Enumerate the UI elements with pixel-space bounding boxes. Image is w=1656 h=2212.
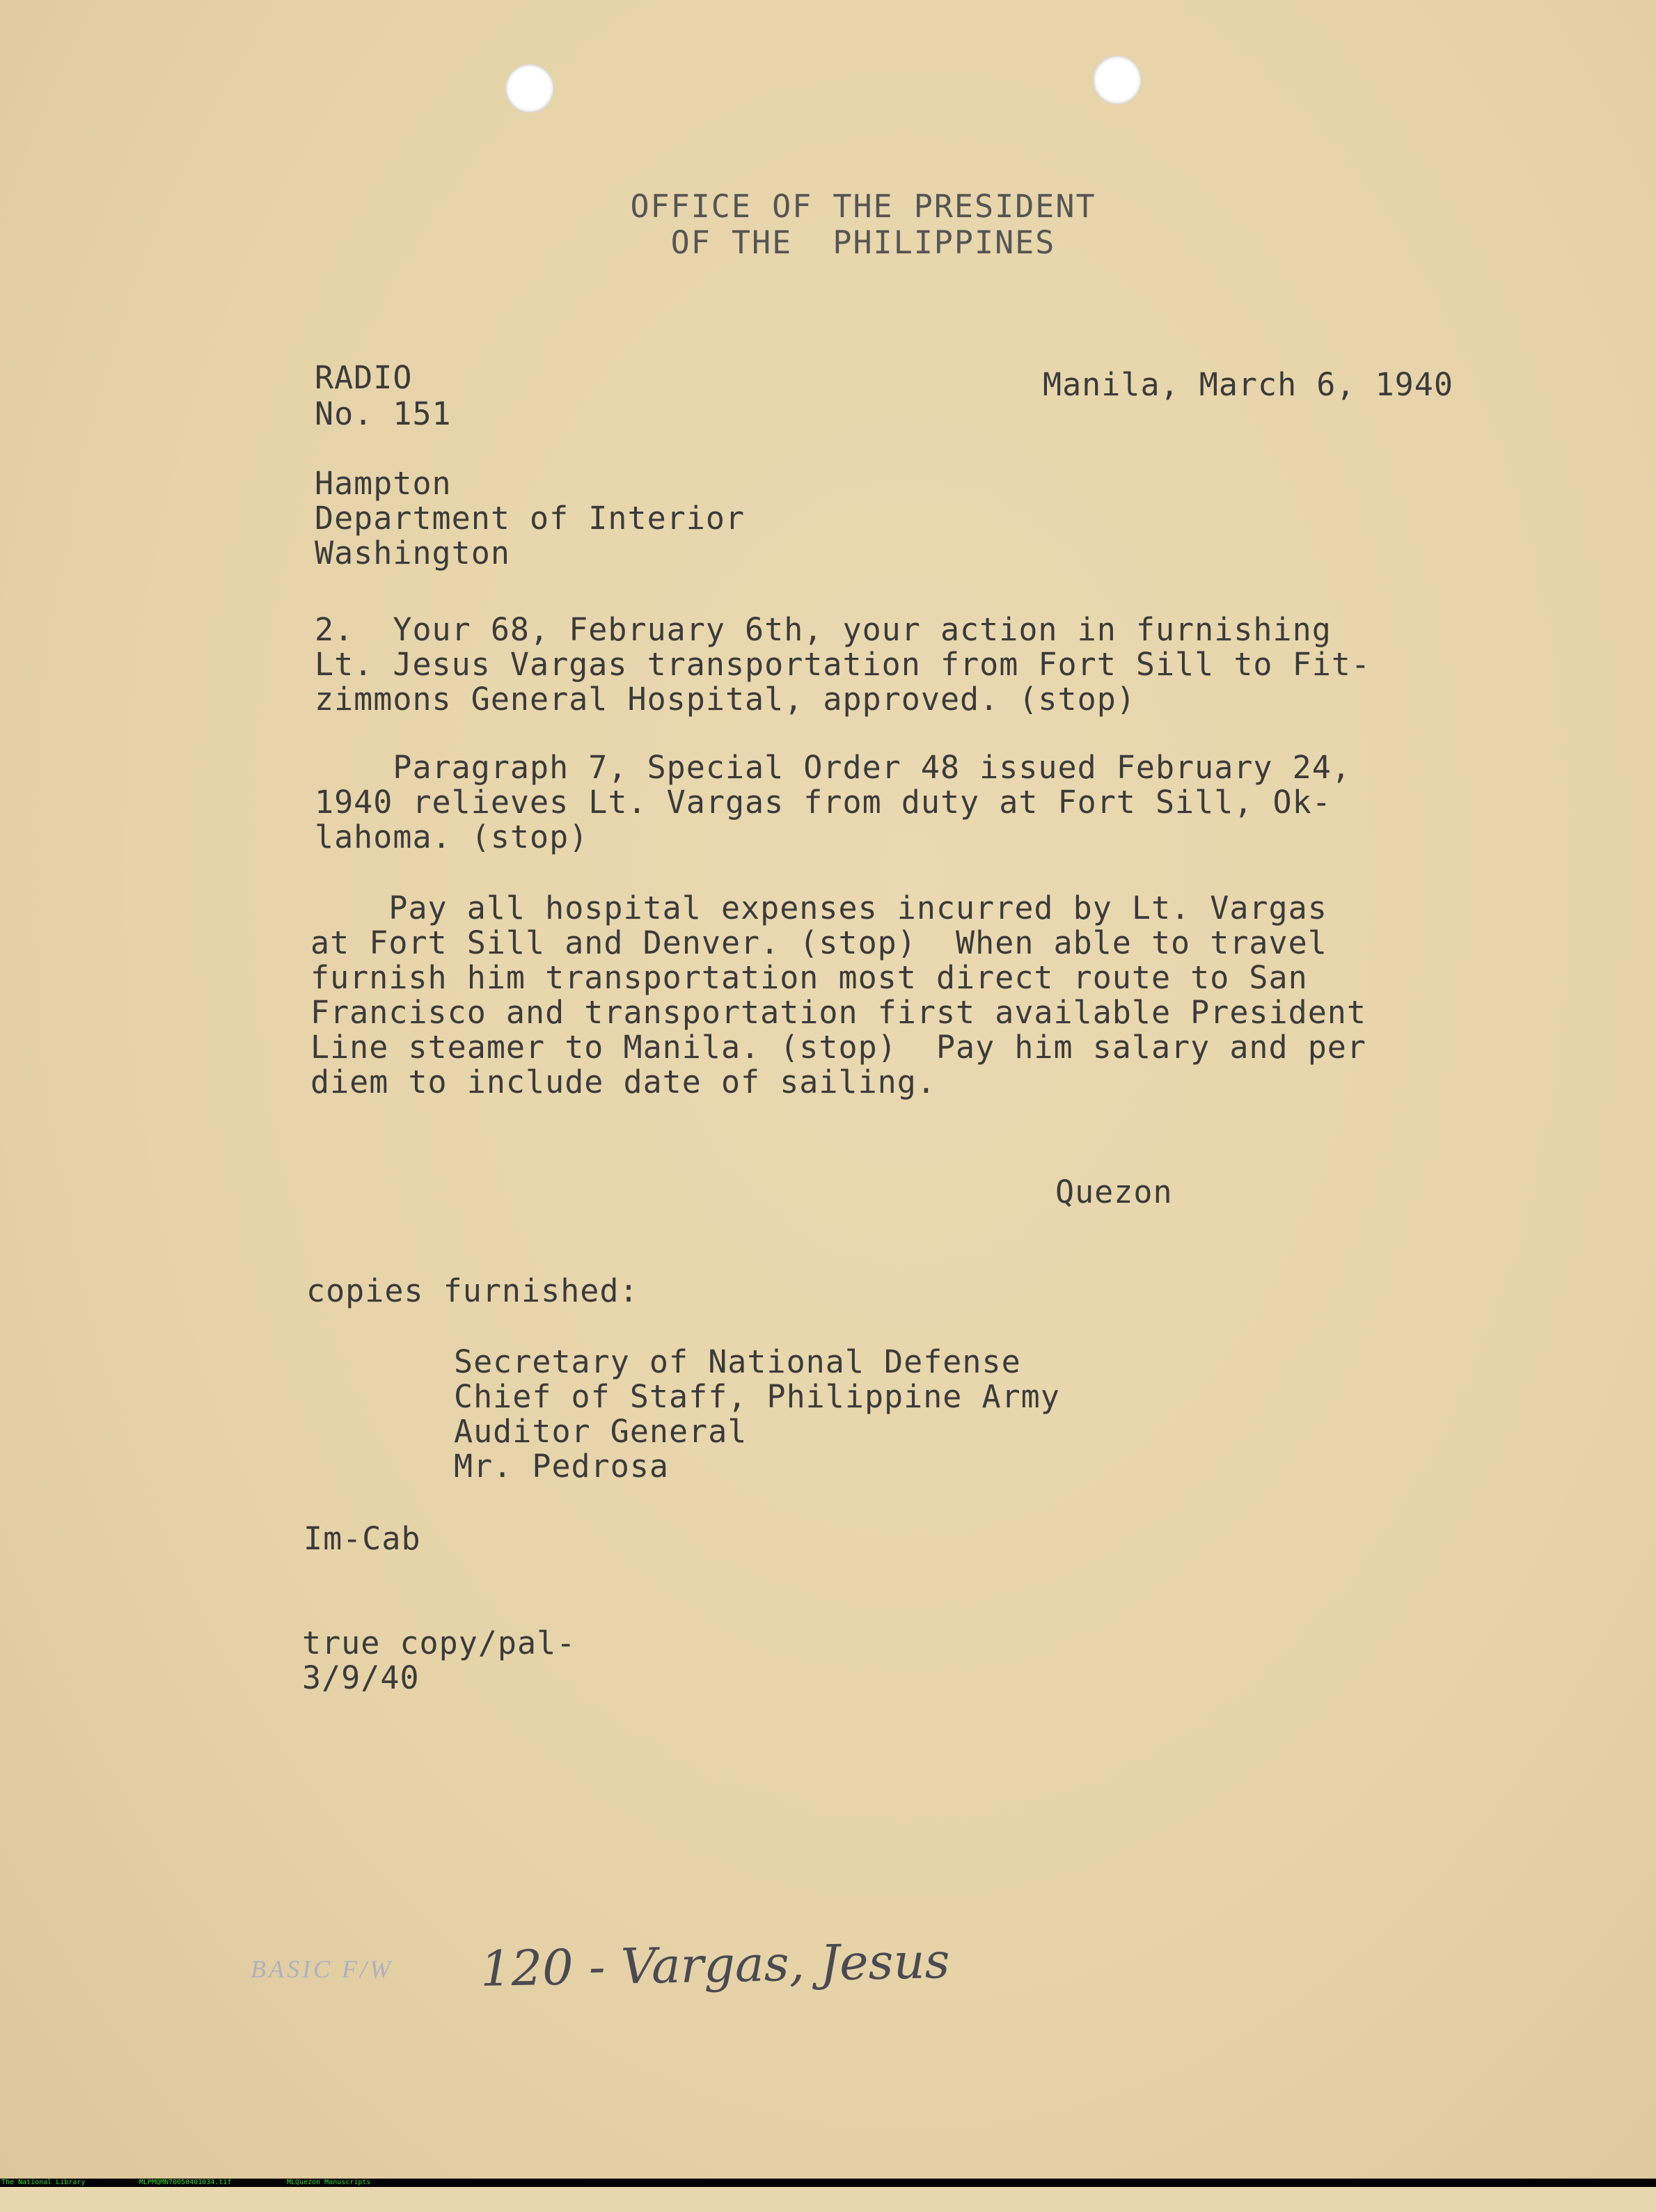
paragraph-3-line-5: Line steamer to Manila. (stop) Pay him salary and per xyxy=(310,1029,1366,1066)
dateline: Manila, March 6, 1940 xyxy=(1043,366,1453,403)
footer-collection: MLQuezon Manuscripts xyxy=(287,2179,371,2186)
archive-footer-bar xyxy=(0,2179,1656,2187)
punch-hole-right xyxy=(1093,56,1142,104)
message-number: No. 151 xyxy=(315,395,452,432)
footer-filename: MLPMQMN70050401034.tif xyxy=(139,2179,232,2186)
addressee-name: Hampton xyxy=(315,465,452,502)
paragraph-1-line-3: zimmons General Hospital, approved. (stop) xyxy=(315,681,1136,718)
footer-library: The National Library xyxy=(1,2179,86,2186)
signature-name: Quezon xyxy=(1055,1174,1173,1210)
paragraph-2-line-1: Paragraph 7, Special Order 48 issued February 24, xyxy=(315,749,1351,786)
true-copy-line-2: 3/9/40 xyxy=(302,1659,420,1696)
punch-hole-left xyxy=(505,64,554,113)
copy-recipient-1: Secretary of National Defense xyxy=(454,1343,1021,1380)
paragraph-3-line-3: furnish him transportation most direct route to San xyxy=(310,959,1308,996)
paragraph-2-line-3: lahoma. (stop) xyxy=(315,819,589,855)
copy-recipient-4: Mr. Pedrosa xyxy=(454,1448,670,1485)
paragraph-1-line-2: Lt. Jesus Vargas transportation from Fort Sill to Fit- xyxy=(315,646,1371,683)
paragraph-3-line-2: at Fort Sill and Denver. (stop) When able to travel xyxy=(310,924,1327,961)
paragraph-3-line-6: diem to include date of sailing. xyxy=(310,1064,936,1100)
paragraph-3-line-1: Pay all hospital expenses incurred by Lt. Vargas xyxy=(310,890,1327,926)
basic-stamp: BASIC F/W xyxy=(251,1955,393,1983)
true-copy-line-1: true copy/pal- xyxy=(302,1625,576,1661)
addressee-department: Department of Interior xyxy=(315,500,746,537)
addressee-city: Washington xyxy=(315,535,510,571)
copy-recipient-2: Chief of Staff, Philippine Army xyxy=(454,1378,1060,1415)
paragraph-3-line-4: Francisco and transportation first available President xyxy=(310,994,1366,1031)
paragraph-1-line-1: 2. Your 68, February 6th, your action in furnishing xyxy=(315,611,1332,648)
letterhead-line-1: OFFICE OF THE PRESIDENT xyxy=(630,188,1096,225)
copy-recipient-3: Auditor General xyxy=(454,1413,748,1450)
handwritten-note: 120 - Vargas, Jesus xyxy=(480,1932,951,1998)
copies-label: copies furnished: xyxy=(306,1272,639,1309)
letterhead-line-2: OF THE PHILIPPINES xyxy=(670,224,1056,261)
paragraph-2-line-2: 1940 relieves Lt. Vargas from duty at Fort Sill, Ok- xyxy=(315,784,1332,821)
message-type: RADIO xyxy=(315,359,413,396)
reference-initials: Im-Cab xyxy=(303,1520,421,1557)
